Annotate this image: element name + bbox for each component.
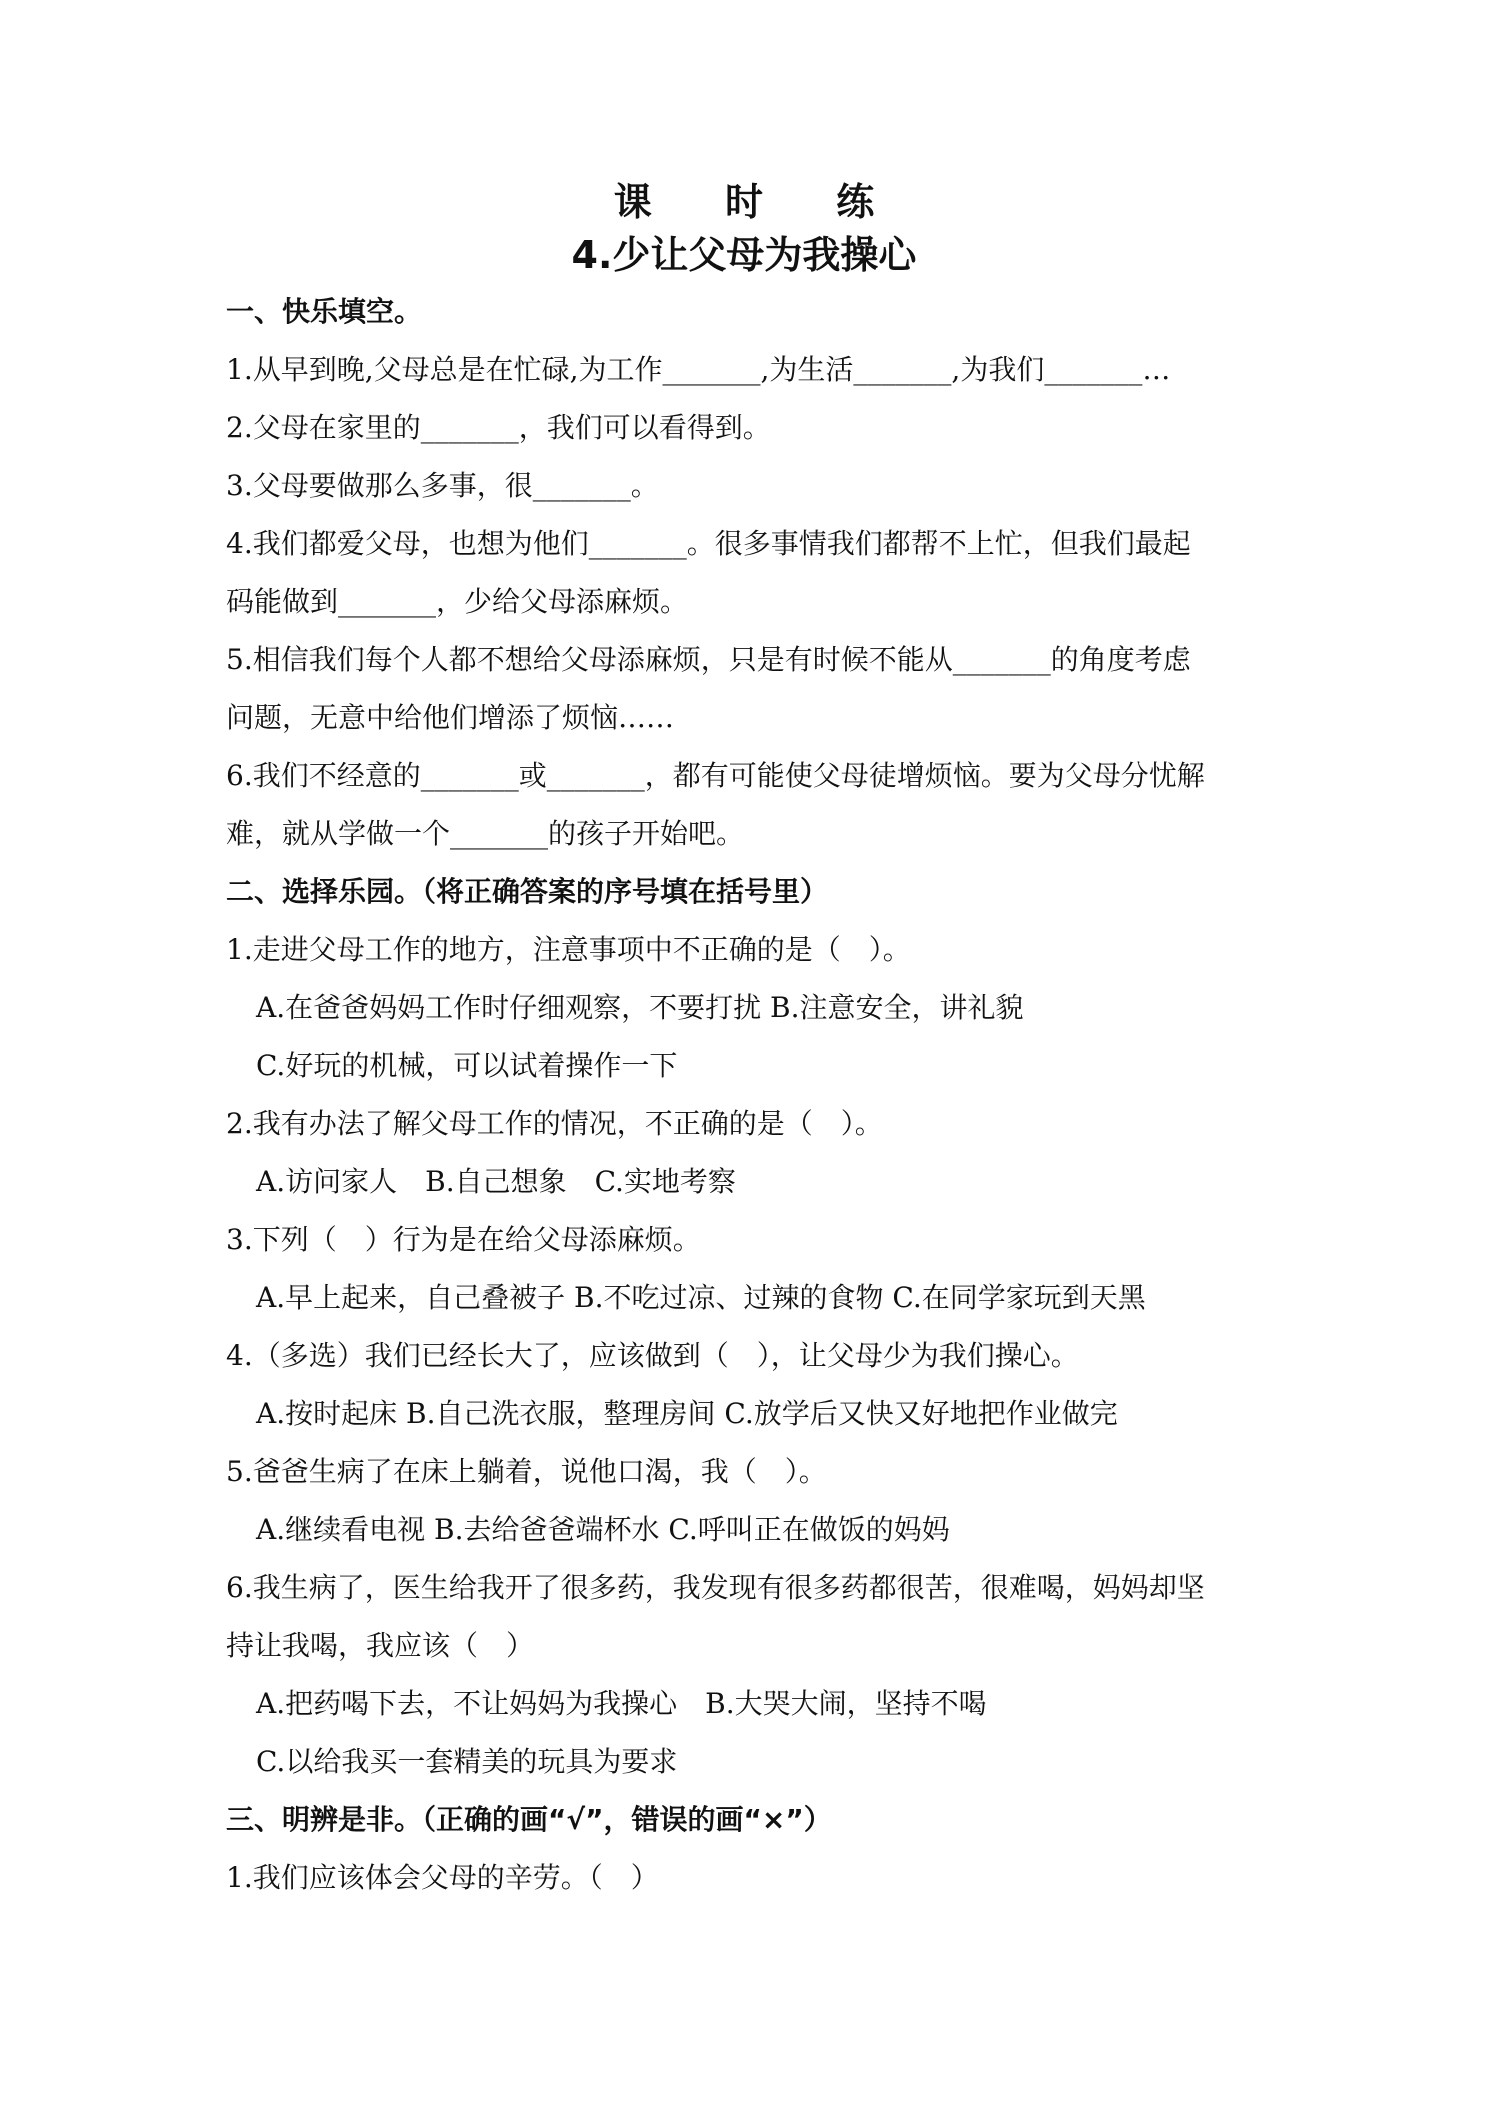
question-line: 6.我生病了，医生给我开了很多药，我发现有很多药都很苦，很难喝，妈妈却坚 bbox=[226, 1571, 1205, 1604]
question-line: 4.我们都爱父母，也想为他们_______。很多事情我们都帮不上忙，但我们最起 bbox=[226, 527, 1191, 560]
question-line: 4.（多选）我们已经长大了，应该做到（ ），让父母少为我们操心。 bbox=[226, 1339, 1079, 1372]
question-line: 1.从早到晚,父母总是在忙碌,为工作_______,为生活_______,为我们_______… bbox=[226, 353, 1171, 386]
section-heading-fill-blank: 一、快乐填空。 bbox=[226, 295, 423, 328]
answer-options: A.早上起来，自己叠被子 B.不吃过凉、过辣的食物 C.在同学家玩到天黑 bbox=[256, 1281, 1146, 1314]
answer-options: A.在爸爸妈妈工作时仔细观察，不要打扰 B.注意安全，讲礼貌 bbox=[256, 991, 1024, 1024]
section-heading-true-false: 三、明辨是非。（正确的画“√”，错误的画“×”） bbox=[226, 1803, 832, 1836]
question-line: 1.走进父母工作的地方，注意事项中不正确的是（ ）。 bbox=[226, 933, 911, 966]
question-line: 持让我喝，我应该（ ） bbox=[226, 1629, 535, 1662]
worksheet-body bbox=[226, 283, 1271, 1907]
question-line: 码能做到_______，少给父母添麻烦。 bbox=[226, 585, 689, 618]
question-line: 1.我们应该体会父母的辛劳。（ ） bbox=[226, 1861, 659, 1894]
answer-options: A.继续看电视 B.去给爸爸端杯水 C.呼叫正在做饭的妈妈 bbox=[256, 1513, 950, 1546]
answer-options: A.把药喝下去，不让妈妈为我操心 B.大哭大闹，坚持不喝 bbox=[256, 1687, 987, 1720]
question-line: 2.我有办法了解父母工作的情况，不正确的是（ ）。 bbox=[226, 1107, 883, 1140]
answer-options: A.访问家人 B.自己想象 C.实地考察 bbox=[256, 1165, 736, 1198]
question-line: 6.我们不经意的_______或_______，都有可能使父母徒增烦恼。要为父母分忧解 bbox=[226, 759, 1205, 792]
question-line: 5.爸爸生病了在床上躺着，说他口渴，我（ ）。 bbox=[226, 1455, 827, 1488]
question-line: 问题，无意中给他们增添了烦恼…… bbox=[226, 701, 675, 734]
answer-options: A.按时起床 B.自己洗衣服，整理房间 C.放学后又快又好地把作业做完 bbox=[256, 1397, 1118, 1430]
page-title: 课 时 练 bbox=[613, 180, 905, 224]
answer-options: C.以给我买一套精美的玩具为要求 bbox=[256, 1745, 678, 1778]
question-line: 5.相信我们每个人都不想给父母添麻烦，只是有时候不能从_______的角度考虑 bbox=[226, 643, 1191, 676]
lesson-title: 4.少让父母为我操心 bbox=[571, 233, 917, 277]
question-line: 3.父母要做那么多事，很_______。 bbox=[226, 469, 659, 502]
question-line: 3.下列（ ）行为是在给父母添麻烦。 bbox=[226, 1223, 701, 1256]
answer-options: C.好玩的机械，可以试着操作一下 bbox=[256, 1049, 678, 1082]
section-heading-multiple-choice: 二、选择乐园。（将正确答案的序号填在括号里） bbox=[226, 875, 829, 908]
question-line: 难，就从学做一个_______的孩子开始吧。 bbox=[226, 817, 745, 850]
question-line: 2.父母在家里的_______，我们可以看得到。 bbox=[226, 411, 771, 444]
